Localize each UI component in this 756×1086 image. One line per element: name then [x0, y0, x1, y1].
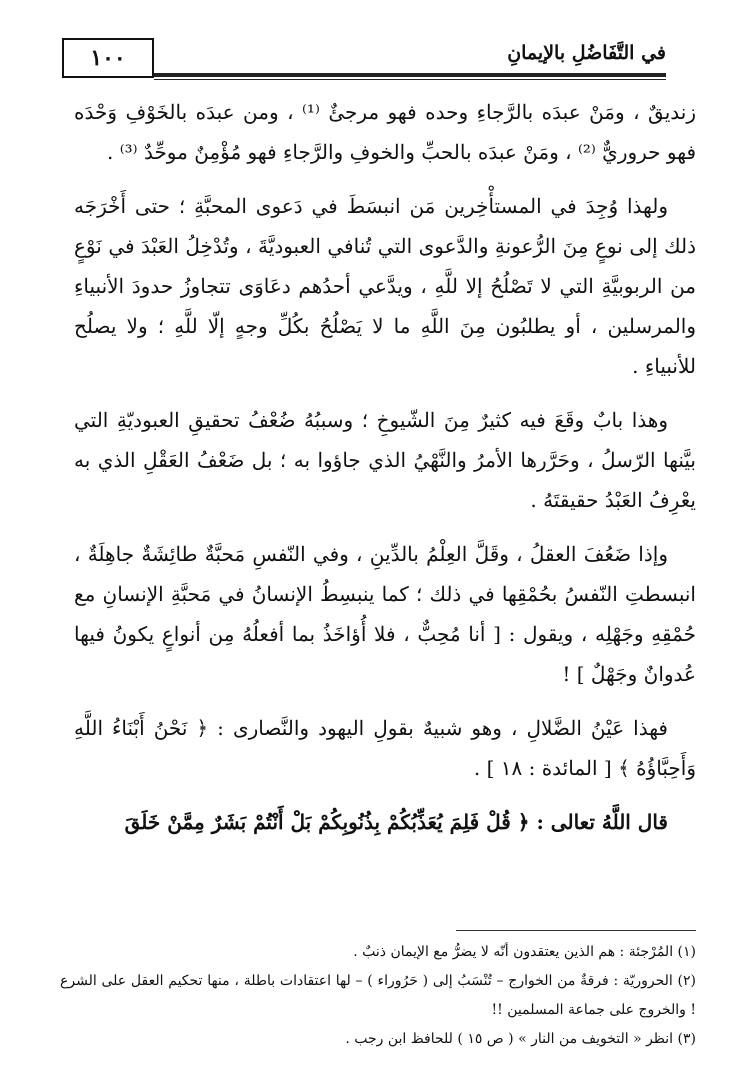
- running-header: [62, 38, 666, 82]
- footnote: (٢) الحروريّة : فرقةٌ من الخوارج – تُنْسَبُ إلى ( حَرُوراء ) – لها اعتقادات باطلة ، منها تحكيم العقل على الشرع ! والخروج على جماعة المسلمين !!: [60, 973, 696, 1018]
- footnote: (١) المُرْجئة : هم الذين يعتقدون أنّه لا يضرُّ مع الإيمان ذنبٌ .: [353, 944, 696, 960]
- page-number: ١٠٠: [62, 38, 154, 78]
- header-rule: [154, 73, 666, 77]
- paragraph: ولهذا وُجِدَ في المستأْخِرين مَن انبسَطَ في دَعوى المحبَّةِ ؛ حتى أَخْرَجَه ذلك إلى نوعٍ مِنَ الرُّعونةِ والدَّعوى التي تُنافي العبوديَّةَ ، وتُدْخِلُ العَبْدَ في نَوْعٍ من الربوبيَّةِ التي لا تَصْلُحُ إلا للَّهِ ، ويدَّعي أحدُهم دعَاوَى تتجاوزُ حدودَ الأنبياءِ والمرسلين ، أو يطلبُون مِنَ اللَّهِ ما لا يَصْلُحُ بكُلِّ وجهٍ إلّا للَّهِ ؛ ولا يصلُح للأنبياءِ .: [74, 194, 696, 378]
- footnote-separator: [456, 930, 696, 931]
- footnotes: [60, 938, 696, 1054]
- quran-verse-paragraph: قال اللَّهُ تعالى : ﴿ قُلْ فَلِمَ يُعَذِّبُكُمْ بِذُنُوبِكُمْ بَلْ أَنْتُمْ بَشَرٌ مِمَّنْ خَلَقَ: [124, 810, 668, 834]
- main-text: [74, 92, 696, 856]
- paragraph: زنديقٌ ، ومَنْ عبدَه بالرَّجاءِ وحده فهو مرجئٌ ⁽¹⁾ ، ومن عبدَه بالخَوْفِ وَحْدَه فهو حروريٌّ ⁽²⁾ ، ومَنْ عبدَه بالحبِّ والخوفِ والرَّجاءِ فهو مُؤْمِنٌ موحِّدٌ ⁽³⁾ .: [74, 100, 697, 164]
- paragraph: وهذا بابٌ وقَعَ فيه كثيرٌ مِنَ الشّيوخِ ؛ وسببُهُ ضُعْفُ تحقيقِ العبوديّةِ التي بيَّنها الرّسلُ ، وحَرَّرها الأمرُ والنَّهْيُ الذي جاؤوا به ؛ بل ضَعْفُ العَقْلِ الذي به يعْرِفُ العَبْدُ حقيقتَهُ .: [74, 408, 696, 512]
- paragraph: وإذا ضَعُفَ العقلُ ، وقَلَّ العِلْمُ بالدِّينِ ، وفي النّفسِ مَحبَّةٌ طائِشَةٌ جاهِلَةٌ ، انبسطتِ النّفسُ بحُمْقِها في ذلك ؛ كما ينبسِطُ الإنسانُ في مَحبَّةِ الإنسانِ مع حُمْقِهِ وجَهْلِه ، ويقول : [ أنا مُحِبٌّ ، فلا أُؤاخَذُ بما أفعلُهُ مِن أنواعٍ يكونُ فيها عُدوانٌ وجَهْلٌ ] !: [74, 542, 696, 686]
- chapter-title: في التَّفَاضُلِ بالإيمانِ: [507, 42, 666, 64]
- paragraph: فهذا عَيْنُ الضَّلالِ ، وهو شبيهٌ بقولِ اليهود والنَّصارى : ﴿ نَحْنُ أَبْنَاءُ اللَّهِ وَأَحِبَّاؤُهُ ﴾ [ المائدة : ١٨ ] .: [74, 716, 696, 780]
- header-rule-thin: [154, 79, 666, 80]
- footnote: (٣) انظر « التخويف من النار » ( ص ١٥ ) للحافظ ابن رجب .: [345, 1031, 696, 1047]
